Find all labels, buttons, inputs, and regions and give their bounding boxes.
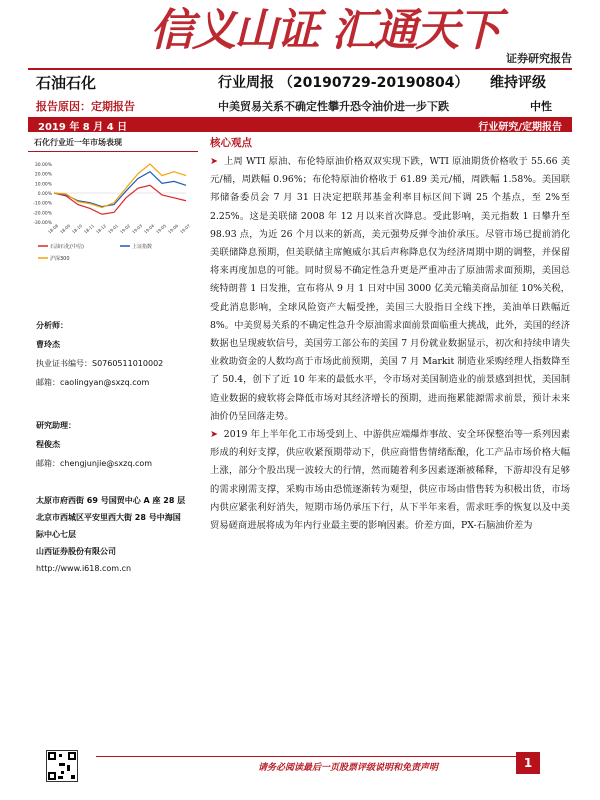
address-line: 北京市西城区平安里西大街 28 号中海国	[36, 513, 181, 522]
arrow-bullet-icon: ➤	[210, 156, 218, 167]
y-tick-label: -30.00%	[33, 221, 52, 226]
y-tick-label: 0.00%	[37, 192, 52, 197]
date-bar	[28, 117, 572, 132]
address-line: 太原市府西街 69 号国贸中心 A 座 28 层	[36, 496, 186, 505]
qr-code-icon	[46, 750, 78, 782]
chart-title: 石化行业近一年市场表现	[28, 134, 198, 152]
paragraph-text: 上周 WTI 原油、布伦特原油价格双双实现下跌，WTI 原油期货价格收于 55.66 美元/桶，周跌幅 0.96%；布伦特原油价格收于 61.89 美元/桶，周跌幅 1.58%。美国联邦储备委员会 7 月 31 日决定把联邦基金利率目标区间下调 25 个基点，至 2%至 2.25%。这是美联储 2008 年 12 月以来首次降息。受此影响，美元指数 1 日攀升至 98.93 点，为近 26 个月以来的新高，美元强势反弹令油价承压。尽管市场已提前消化美联储降息预期，但美联储主席鲍威尔其后声称降息仅为经济周期中期的调整，并保留将来再度加息的可能。同时贸易不确定性急升更是严重冲击了原油需求面预期，美国总统特朗普 1 日发推，宣布将从 9 月 1 日对中国 3000 亿美元输美商品加征 10%关税，受此消息影响，全球风险资产大幅受挫，美国三大股指日全线下挫，美油单日跌幅近 8%。中美贸易关系的不确定性急升令原油需求面前景面临重大挑战，此外，美国的经济数据也呈现疲软信号，美国劳工部公布的美国 7 月份就业数据显示，初次和持续申请失业救助资金的人数均高于市场此前预期，美国 7 月 Markit 制造业采购经理人指数降至了 50.4，创下了近 10 年来的最低水平，令市场对美国制造业的前景感到担忧，美国制造业数据的疲软将会降低市场对其经济增长的预期，进而拖累能源需求前景，预计未来油价仍呈回落走势。	[210, 156, 570, 422]
analyst-email: 邮箱：caolingyan@sxzq.com	[36, 378, 150, 387]
assistant-email: 邮箱：chengjunjie@sxzq.com	[36, 459, 153, 468]
company-name: 山西证券股份有限公司	[36, 547, 116, 556]
y-tick-label: 10.00%	[34, 182, 52, 188]
x-tick-label: 18-11	[82, 223, 96, 235]
analyst-name: 曹玲杰	[36, 340, 60, 349]
analyst-block	[36, 318, 163, 390]
banner-slogan: 信义山证 汇通天下	[150, 5, 500, 56]
address-block	[36, 492, 196, 577]
report-type: 行业周报 （20190729-20190804）	[218, 75, 469, 91]
industry-name: 石油石化	[36, 74, 97, 92]
x-tick-label: 19-06	[166, 223, 180, 235]
website-link[interactable]: http://www.i618.com.cn	[36, 564, 132, 573]
main-content	[210, 135, 570, 535]
page-number: 1	[516, 752, 540, 774]
report-category: 行业研究/定期报告	[478, 122, 562, 133]
y-tick-label: 30.00%	[34, 163, 52, 168]
analyst-cert: 执业证书编号：S0760511010002	[36, 359, 164, 368]
paragraph	[210, 153, 570, 426]
y-tick-label: -10.00%	[33, 201, 52, 207]
x-tick-label: 19-05	[154, 223, 168, 235]
x-tick-label: 18-09	[58, 223, 72, 235]
legend-label: 石油石化(中信)	[50, 244, 84, 250]
analyst-label: 分析师：	[36, 321, 68, 330]
sidebar	[28, 134, 198, 270]
assistant-block	[36, 418, 152, 471]
performance-chart	[28, 158, 192, 266]
report-tag: 证券研究报告	[506, 52, 572, 65]
y-tick-label: -20.00%	[33, 211, 52, 217]
x-tick-label: 19-02	[118, 223, 132, 235]
report-subtitle: 中美贸易关系不确定性攀升恐令油价进一步下跌	[218, 100, 449, 113]
x-tick-label: 19-03	[130, 223, 144, 235]
legend-label: 上证指数	[132, 244, 153, 250]
x-tick-label: 19-01	[106, 223, 120, 235]
x-tick-label: 18-08	[46, 223, 60, 235]
disclaimer: 请务必阅读最后一页股票评级说明和免责声明	[258, 763, 439, 773]
arrow-bullet-icon: ➤	[210, 429, 218, 441]
header-divider	[28, 68, 572, 70]
header-banner	[0, 0, 600, 70]
rating-value: 中性	[530, 100, 552, 113]
footer-divider	[96, 756, 516, 757]
address-line: 际中心七层	[36, 530, 76, 539]
report-reason: 报告原因：定期报告	[36, 100, 135, 113]
assistant-name: 程俊杰	[36, 440, 60, 449]
rating-label: 维持评级	[490, 75, 546, 91]
series-line	[54, 185, 186, 214]
y-tick-label: 20.00%	[34, 172, 52, 178]
x-tick-label: 19-04	[142, 223, 156, 235]
legend-label: 沪深300	[50, 256, 70, 262]
x-tick-label: 19-07	[178, 223, 192, 235]
report-date: 2019 年 8 月 4 日	[38, 122, 128, 133]
paragraph	[210, 426, 570, 535]
section-title: 核心观点	[210, 137, 252, 149]
x-tick-label: 18-12	[94, 223, 108, 235]
assistant-label: 研究助理：	[36, 421, 76, 430]
x-tick-label: 18-10	[70, 223, 84, 235]
paragraph-text: 2019 年上半年化工市场受到上、中游供应端爆炸事故、安全环保整治等一系列因素形成的利好支撑，供应收紧预期带动下，供应商惜售情绪酝酿，化工产品市场价格大幅上涨，部分个股出现一波较大的行情，然而随着利多因素逐渐被稀释，下游却没有足够的需求刚需支撑，采购市场由恐慌逐渐转为观望，供应市场由惜售转为积极出货，市场内供应紧张利好消失，短期市场仍承压下行，从下半年来看，需求旺季的恢复以及中美贸易磋商进展将成为年内行业最主要的影响因素。价差方面，PX-石脑油价差为	[210, 429, 570, 532]
